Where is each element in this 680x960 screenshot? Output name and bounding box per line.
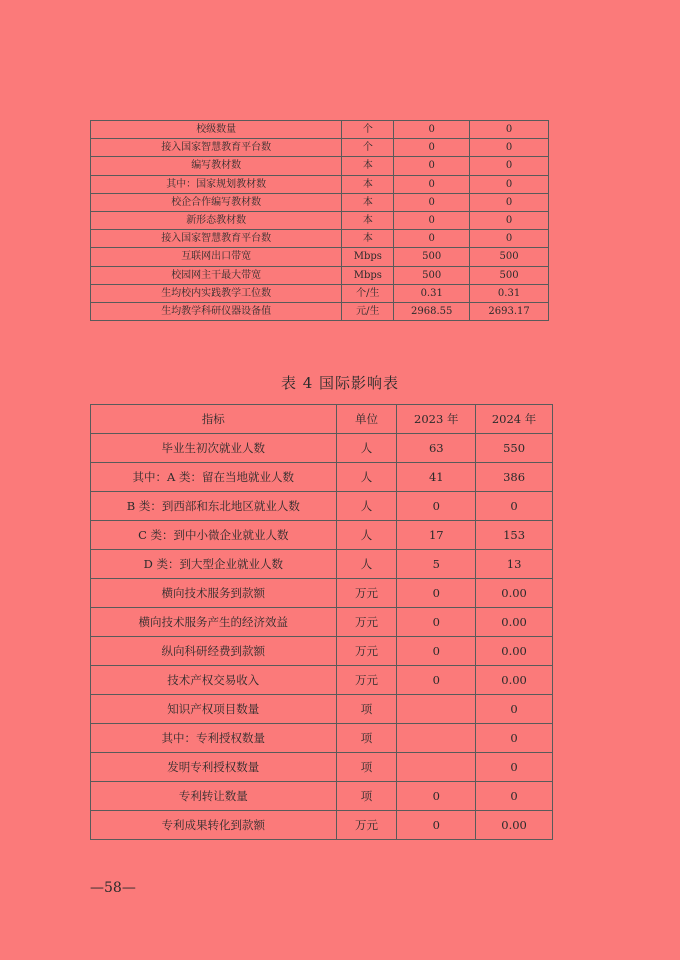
cell-value-2023: 0 bbox=[397, 666, 476, 695]
header-2024: 2024 年 bbox=[476, 405, 553, 434]
table-row bbox=[91, 666, 553, 695]
table-row bbox=[91, 302, 549, 320]
cell-value-2024: 0 bbox=[470, 175, 549, 193]
cell-unit: 元/生 bbox=[342, 302, 394, 320]
cell-value-2023: 17 bbox=[397, 521, 476, 550]
cell-indicator: 接入国家智慧教育平台数 bbox=[91, 230, 342, 248]
table-row bbox=[91, 193, 549, 211]
cell-indicator: 知识产权项目数量 bbox=[91, 695, 337, 724]
cell-indicator: 横向技术服务产生的经济效益 bbox=[91, 608, 337, 637]
cell-value-2024: 0 bbox=[470, 157, 549, 175]
cell-unit: 个/生 bbox=[342, 284, 394, 302]
indicator-table-body bbox=[91, 121, 549, 321]
cell-indicator: 其中：国家规划教材数 bbox=[91, 175, 342, 193]
cell-value-2023: 0 bbox=[394, 211, 470, 229]
table-row bbox=[91, 753, 553, 782]
cell-unit: 本 bbox=[342, 175, 394, 193]
cell-value-2024: 500 bbox=[470, 266, 549, 284]
cell-unit: 个 bbox=[342, 121, 394, 139]
international-table-body bbox=[91, 434, 553, 840]
cell-value-2024: 0.31 bbox=[470, 284, 549, 302]
cell-value-2024: 0.00 bbox=[476, 579, 553, 608]
table-row bbox=[91, 266, 549, 284]
cell-indicator: 专利成果转化到款额 bbox=[91, 811, 337, 840]
table-row bbox=[91, 211, 549, 229]
cell-value-2023: 2968.55 bbox=[394, 302, 470, 320]
cell-value-2024: 0 bbox=[470, 230, 549, 248]
cell-value-2023: 41 bbox=[397, 463, 476, 492]
cell-value-2024: 0 bbox=[476, 753, 553, 782]
indicator-table-continued bbox=[90, 120, 549, 321]
cell-unit: 项 bbox=[336, 695, 397, 724]
cell-value-2024: 0 bbox=[470, 193, 549, 211]
table-row bbox=[91, 521, 553, 550]
cell-value-2023: 0 bbox=[397, 811, 476, 840]
table-row bbox=[91, 782, 553, 811]
cell-value-2024: 0 bbox=[476, 492, 553, 521]
cell-unit: 人 bbox=[336, 521, 397, 550]
cell-indicator: 专利转让数量 bbox=[91, 782, 337, 811]
table-row bbox=[91, 248, 549, 266]
cell-value-2023: 63 bbox=[397, 434, 476, 463]
cell-value-2023: 0.31 bbox=[394, 284, 470, 302]
cell-value-2024: 0 bbox=[476, 724, 553, 753]
cell-indicator: D 类：到大型企业就业人数 bbox=[91, 550, 337, 579]
cell-indicator: 互联网出口带宽 bbox=[91, 248, 342, 266]
cell-value-2024: 550 bbox=[476, 434, 553, 463]
table-row bbox=[91, 492, 553, 521]
cell-value-2023: 0 bbox=[397, 608, 476, 637]
cell-indicator: 校企合作编写教材数 bbox=[91, 193, 342, 211]
table-row bbox=[91, 550, 553, 579]
cell-unit: 项 bbox=[336, 753, 397, 782]
cell-indicator: 纵向科研经费到款额 bbox=[91, 637, 337, 666]
cell-indicator: 新形态教材数 bbox=[91, 211, 342, 229]
cell-unit: 人 bbox=[336, 463, 397, 492]
cell-value-2023: 0 bbox=[394, 139, 470, 157]
table-row bbox=[91, 157, 549, 175]
cell-value-2023: 0 bbox=[394, 175, 470, 193]
table-row bbox=[91, 284, 549, 302]
cell-value-2023: 5 bbox=[397, 550, 476, 579]
cell-unit: 万元 bbox=[336, 811, 397, 840]
cell-indicator: 毕业生初次就业人数 bbox=[91, 434, 337, 463]
cell-indicator: 其中：A 类：留在当地就业人数 bbox=[91, 463, 337, 492]
cell-value-2024: 0 bbox=[476, 695, 553, 724]
cell-indicator: 其中：专利授权数量 bbox=[91, 724, 337, 753]
cell-unit: 个 bbox=[342, 139, 394, 157]
cell-value-2023: 500 bbox=[394, 248, 470, 266]
cell-indicator: 接入国家智慧教育平台数 bbox=[91, 139, 342, 157]
cell-unit: 人 bbox=[336, 434, 397, 463]
table-row bbox=[91, 175, 549, 193]
table-row bbox=[91, 139, 549, 157]
table-row bbox=[91, 608, 553, 637]
cell-unit: Mbps bbox=[342, 266, 394, 284]
cell-value-2024: 0 bbox=[470, 121, 549, 139]
table-row bbox=[91, 463, 553, 492]
cell-value-2023 bbox=[397, 724, 476, 753]
cell-indicator: C 类：到中小微企业就业人数 bbox=[91, 521, 337, 550]
cell-unit: 本 bbox=[342, 230, 394, 248]
table-row bbox=[91, 230, 549, 248]
cell-value-2023: 0 bbox=[394, 157, 470, 175]
table-row bbox=[91, 434, 553, 463]
page-number: —58— bbox=[90, 880, 136, 896]
cell-indicator: 技术产权交易收入 bbox=[91, 666, 337, 695]
table-row bbox=[91, 695, 553, 724]
cell-indicator: 校级数量 bbox=[91, 121, 342, 139]
cell-indicator: B 类：到西部和东北地区就业人数 bbox=[91, 492, 337, 521]
cell-value-2023 bbox=[397, 695, 476, 724]
table-header-row bbox=[91, 405, 553, 434]
cell-indicator: 编写教材数 bbox=[91, 157, 342, 175]
cell-value-2023: 0 bbox=[397, 637, 476, 666]
international-influence-table bbox=[90, 404, 553, 840]
cell-unit: 本 bbox=[342, 211, 394, 229]
cell-unit: 项 bbox=[336, 724, 397, 753]
cell-value-2024: 0.00 bbox=[476, 666, 553, 695]
cell-value-2024: 0 bbox=[470, 211, 549, 229]
cell-indicator: 生均教学科研仪器设备值 bbox=[91, 302, 342, 320]
cell-value-2023: 0 bbox=[397, 782, 476, 811]
table-row bbox=[91, 724, 553, 753]
table-row bbox=[91, 579, 553, 608]
cell-value-2024: 153 bbox=[476, 521, 553, 550]
cell-value-2023: 500 bbox=[394, 266, 470, 284]
cell-indicator: 校园网主干最大带宽 bbox=[91, 266, 342, 284]
header-unit: 单位 bbox=[336, 405, 397, 434]
cell-indicator: 生均校内实践教学工位数 bbox=[91, 284, 342, 302]
header-2023: 2023 年 bbox=[397, 405, 476, 434]
cell-unit: 万元 bbox=[336, 579, 397, 608]
cell-indicator: 横向技术服务到款额 bbox=[91, 579, 337, 608]
cell-value-2024: 0 bbox=[470, 139, 549, 157]
cell-value-2024: 0.00 bbox=[476, 811, 553, 840]
cell-value-2024: 0.00 bbox=[476, 637, 553, 666]
cell-value-2024: 500 bbox=[470, 248, 549, 266]
cell-value-2023 bbox=[397, 753, 476, 782]
cell-value-2024: 13 bbox=[476, 550, 553, 579]
cell-unit: Mbps bbox=[342, 248, 394, 266]
table-row bbox=[91, 637, 553, 666]
cell-value-2024: 2693.17 bbox=[470, 302, 549, 320]
cell-unit: 本 bbox=[342, 193, 394, 211]
cell-unit: 万元 bbox=[336, 666, 397, 695]
cell-value-2024: 0 bbox=[476, 782, 553, 811]
cell-value-2024: 0.00 bbox=[476, 608, 553, 637]
cell-value-2023: 0 bbox=[397, 492, 476, 521]
cell-indicator: 发明专利授权数量 bbox=[91, 753, 337, 782]
cell-unit: 项 bbox=[336, 782, 397, 811]
header-indicator: 指标 bbox=[91, 405, 337, 434]
cell-value-2023: 0 bbox=[394, 121, 470, 139]
cell-value-2023: 0 bbox=[394, 230, 470, 248]
table-row bbox=[91, 811, 553, 840]
table-title: 表 4 国际影响表 bbox=[280, 374, 400, 392]
cell-unit: 万元 bbox=[336, 637, 397, 666]
cell-value-2024: 386 bbox=[476, 463, 553, 492]
cell-value-2023: 0 bbox=[397, 579, 476, 608]
cell-value-2023: 0 bbox=[394, 193, 470, 211]
cell-unit: 万元 bbox=[336, 608, 397, 637]
table-row bbox=[91, 121, 549, 139]
cell-unit: 人 bbox=[336, 492, 397, 521]
cell-unit: 人 bbox=[336, 550, 397, 579]
cell-unit: 本 bbox=[342, 157, 394, 175]
